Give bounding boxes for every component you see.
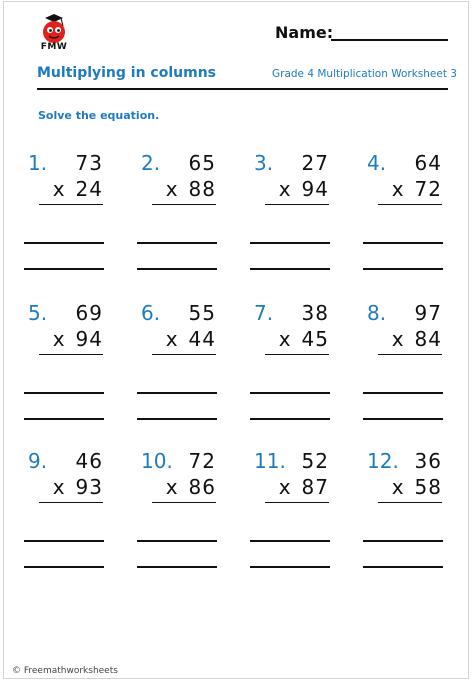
multiplier: 84 <box>414 327 442 351</box>
problem-number: 2. <box>141 151 161 175</box>
multiply-sign: x <box>278 475 292 499</box>
multiplicand: 73 <box>75 151 103 175</box>
multiplier: 94 <box>75 327 103 351</box>
problem-6 <box>141 301 233 441</box>
problem-8 <box>367 301 459 441</box>
multiplier-row <box>279 327 329 351</box>
answer-line[interactable] <box>137 540 217 542</box>
multiplier: 87 <box>301 475 329 499</box>
answer-line[interactable] <box>250 540 330 542</box>
multiplicand: 65 <box>188 151 216 175</box>
multiplier-row <box>392 177 442 201</box>
problem-number: 10. <box>141 449 173 473</box>
problem-7 <box>254 301 346 441</box>
multiplicand: 46 <box>75 449 103 473</box>
sum-rule <box>265 204 329 205</box>
problem-number: 7. <box>254 301 274 325</box>
copyright-footer: © Freemathworksheets <box>12 666 118 676</box>
answer-line[interactable] <box>137 268 217 270</box>
problem-number: 11. <box>254 449 286 473</box>
worksheet-subtitle: Grade 4 Multiplication Worksheet 3 <box>272 68 457 80</box>
answer-line[interactable] <box>250 268 330 270</box>
problem-number: 3. <box>254 151 274 175</box>
problem-3 <box>254 151 346 291</box>
answer-line[interactable] <box>24 418 104 420</box>
multiplier-row <box>53 327 103 351</box>
problem-5 <box>28 301 120 441</box>
multiplicand: 36 <box>414 449 442 473</box>
name-label: Name: <box>275 23 334 42</box>
logo-text: FMW <box>40 42 68 52</box>
multiplier: 44 <box>188 327 216 351</box>
problem-1 <box>28 151 120 291</box>
answer-line[interactable] <box>24 566 104 568</box>
multiplicand: 72 <box>188 449 216 473</box>
answer-line[interactable] <box>137 418 217 420</box>
multiplier-row <box>53 177 103 201</box>
multiplier-row <box>166 475 216 499</box>
sum-rule <box>152 354 216 355</box>
sum-rule <box>378 354 442 355</box>
answer-line[interactable] <box>250 566 330 568</box>
multiply-sign: x <box>165 177 179 201</box>
sum-rule <box>265 502 329 503</box>
fmw-logo <box>37 12 71 64</box>
problem-number: 6. <box>141 301 161 325</box>
worksheet-page <box>3 1 469 679</box>
multiplicand: 38 <box>301 301 329 325</box>
multiplier: 45 <box>301 327 329 351</box>
answer-line[interactable] <box>24 242 104 244</box>
multiplier-row <box>166 177 216 201</box>
problem-number: 5. <box>28 301 48 325</box>
answer-line[interactable] <box>363 540 443 542</box>
multiply-sign: x <box>52 327 66 351</box>
multiplier: 72 <box>414 177 442 201</box>
multiplier: 93 <box>75 475 103 499</box>
answer-line[interactable] <box>363 566 443 568</box>
answer-line[interactable] <box>363 418 443 420</box>
multiplier-row <box>166 327 216 351</box>
multiplier-row <box>53 475 103 499</box>
multiply-sign: x <box>52 475 66 499</box>
problem-9 <box>28 449 120 589</box>
multiply-sign: x <box>391 177 405 201</box>
multiplier-row <box>392 327 442 351</box>
worksheet-title: Multiplying in columns <box>37 65 217 81</box>
answer-line[interactable] <box>137 242 217 244</box>
multiplicand: 69 <box>75 301 103 325</box>
multiplicand: 52 <box>301 449 329 473</box>
header-divider <box>37 88 448 90</box>
multiply-sign: x <box>165 327 179 351</box>
problem-2 <box>141 151 233 291</box>
answer-line[interactable] <box>250 418 330 420</box>
answer-line[interactable] <box>250 392 330 394</box>
multiplier: 88 <box>188 177 216 201</box>
multiply-sign: x <box>278 327 292 351</box>
problem-10 <box>141 449 233 589</box>
problem-number: 4. <box>367 151 387 175</box>
multiplicand: 55 <box>188 301 216 325</box>
problem-12 <box>367 449 459 589</box>
multiply-sign: x <box>278 177 292 201</box>
sum-rule <box>39 354 103 355</box>
multiplier-row <box>392 475 442 499</box>
instruction-text: Solve the equation. <box>38 109 160 122</box>
multiplicand: 27 <box>301 151 329 175</box>
problem-4 <box>367 151 459 291</box>
multiply-sign: x <box>52 177 66 201</box>
sum-rule <box>265 354 329 355</box>
problem-number: 9. <box>28 449 48 473</box>
answer-line[interactable] <box>137 566 217 568</box>
sum-rule <box>152 204 216 205</box>
multiply-sign: x <box>165 475 179 499</box>
answer-line[interactable] <box>24 392 104 394</box>
multiplier-row <box>279 475 329 499</box>
multiply-sign: x <box>391 327 405 351</box>
multiply-sign: x <box>391 475 405 499</box>
answer-line[interactable] <box>137 392 217 394</box>
problem-number: 1. <box>28 151 48 175</box>
sum-rule <box>39 204 103 205</box>
answer-line[interactable] <box>363 392 443 394</box>
answer-line[interactable] <box>24 268 104 270</box>
sum-rule <box>152 502 216 503</box>
multiplicand: 97 <box>414 301 442 325</box>
multiplier: 86 <box>188 475 216 499</box>
multiplier: 58 <box>414 475 442 499</box>
problem-number: 12. <box>367 449 399 473</box>
multiplicand: 64 <box>414 151 442 175</box>
multiplier-row <box>279 177 329 201</box>
multiplier: 94 <box>301 177 329 201</box>
answer-line[interactable] <box>250 242 330 244</box>
sum-rule <box>39 502 103 503</box>
problem-11 <box>254 449 346 589</box>
sum-rule <box>378 502 442 503</box>
answer-line[interactable] <box>363 242 443 244</box>
sum-rule <box>378 204 442 205</box>
answer-line[interactable] <box>363 268 443 270</box>
multiplier: 24 <box>75 177 103 201</box>
answer-line[interactable] <box>24 540 104 542</box>
problem-number: 8. <box>367 301 387 325</box>
apple-mascot-icon <box>37 12 71 46</box>
name-field-line[interactable] <box>331 39 448 41</box>
